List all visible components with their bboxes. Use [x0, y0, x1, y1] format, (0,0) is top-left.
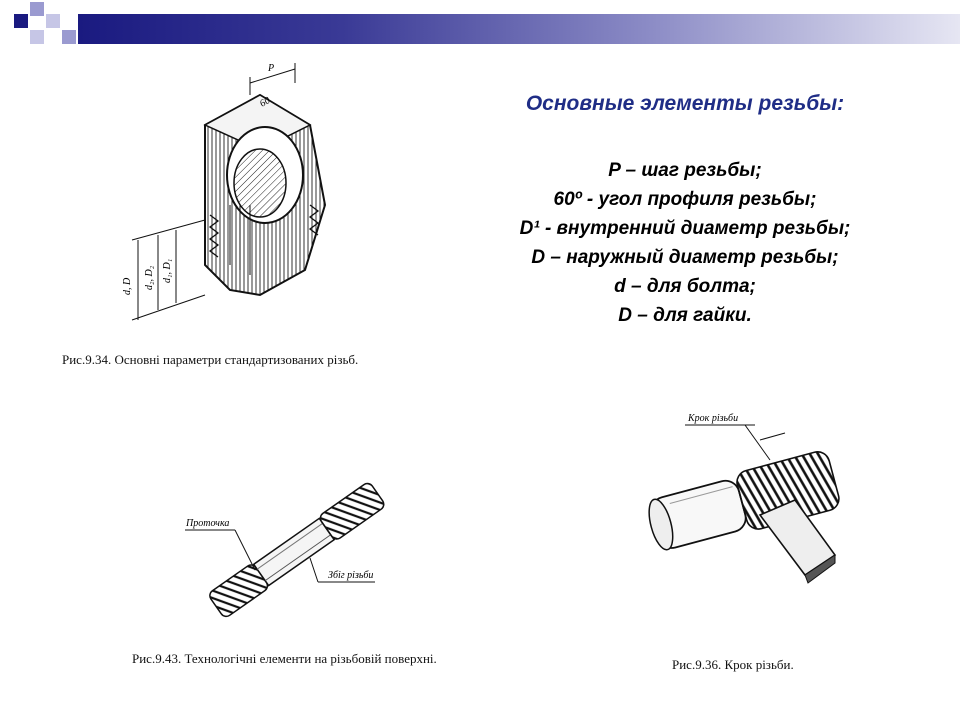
- definition-item: D – наружный диаметр резьбы;: [531, 247, 839, 268]
- pitch-label: Крок різьби: [688, 413, 739, 424]
- thread-pitch-figure: [630, 405, 860, 595]
- angle-label: 60: [258, 95, 273, 110]
- chamfer-label: Збіг різьби: [328, 570, 374, 581]
- decor-square: [46, 14, 60, 28]
- outer-diameter-label: d, D: [122, 277, 133, 295]
- definition-item: P – шаг резьбы;: [608, 160, 762, 181]
- figure-caption: Рис.9.43. Технологічні елементи на різьбовій поверхні.: [132, 651, 437, 666]
- inner-diameter-label: d₁, D₁: [162, 258, 173, 283]
- definition-item: D – для гайки.: [618, 305, 752, 326]
- figure-caption: Рис.9.34. Основні параметри стандартизованих різьб.: [62, 352, 359, 367]
- groove-label: Проточка: [186, 518, 230, 529]
- pitch-label: P: [268, 63, 275, 74]
- title-decoration: [0, 0, 960, 52]
- decor-square: [30, 2, 44, 16]
- title-gradient-bar: [78, 14, 960, 44]
- thread-parameters-figure: [110, 55, 350, 340]
- definition-item: d – для болта;: [614, 276, 756, 297]
- decor-square: [30, 30, 44, 44]
- definition-list: [455, 156, 915, 330]
- decor-square: [62, 30, 76, 44]
- definition-item: 60º - угол профиля резьбы;: [553, 189, 817, 210]
- mid-diameter-label: d₂, D₂: [144, 265, 155, 290]
- decor-square: [14, 14, 28, 28]
- slide-heading: Основные элементы резьбы:: [525, 92, 845, 115]
- definition-item: D¹ - внутренний диаметр резьбы;: [519, 218, 851, 239]
- threaded-stud-figure: [180, 470, 410, 630]
- figure-caption: Рис.9.36. Крок різьби.: [672, 657, 794, 672]
